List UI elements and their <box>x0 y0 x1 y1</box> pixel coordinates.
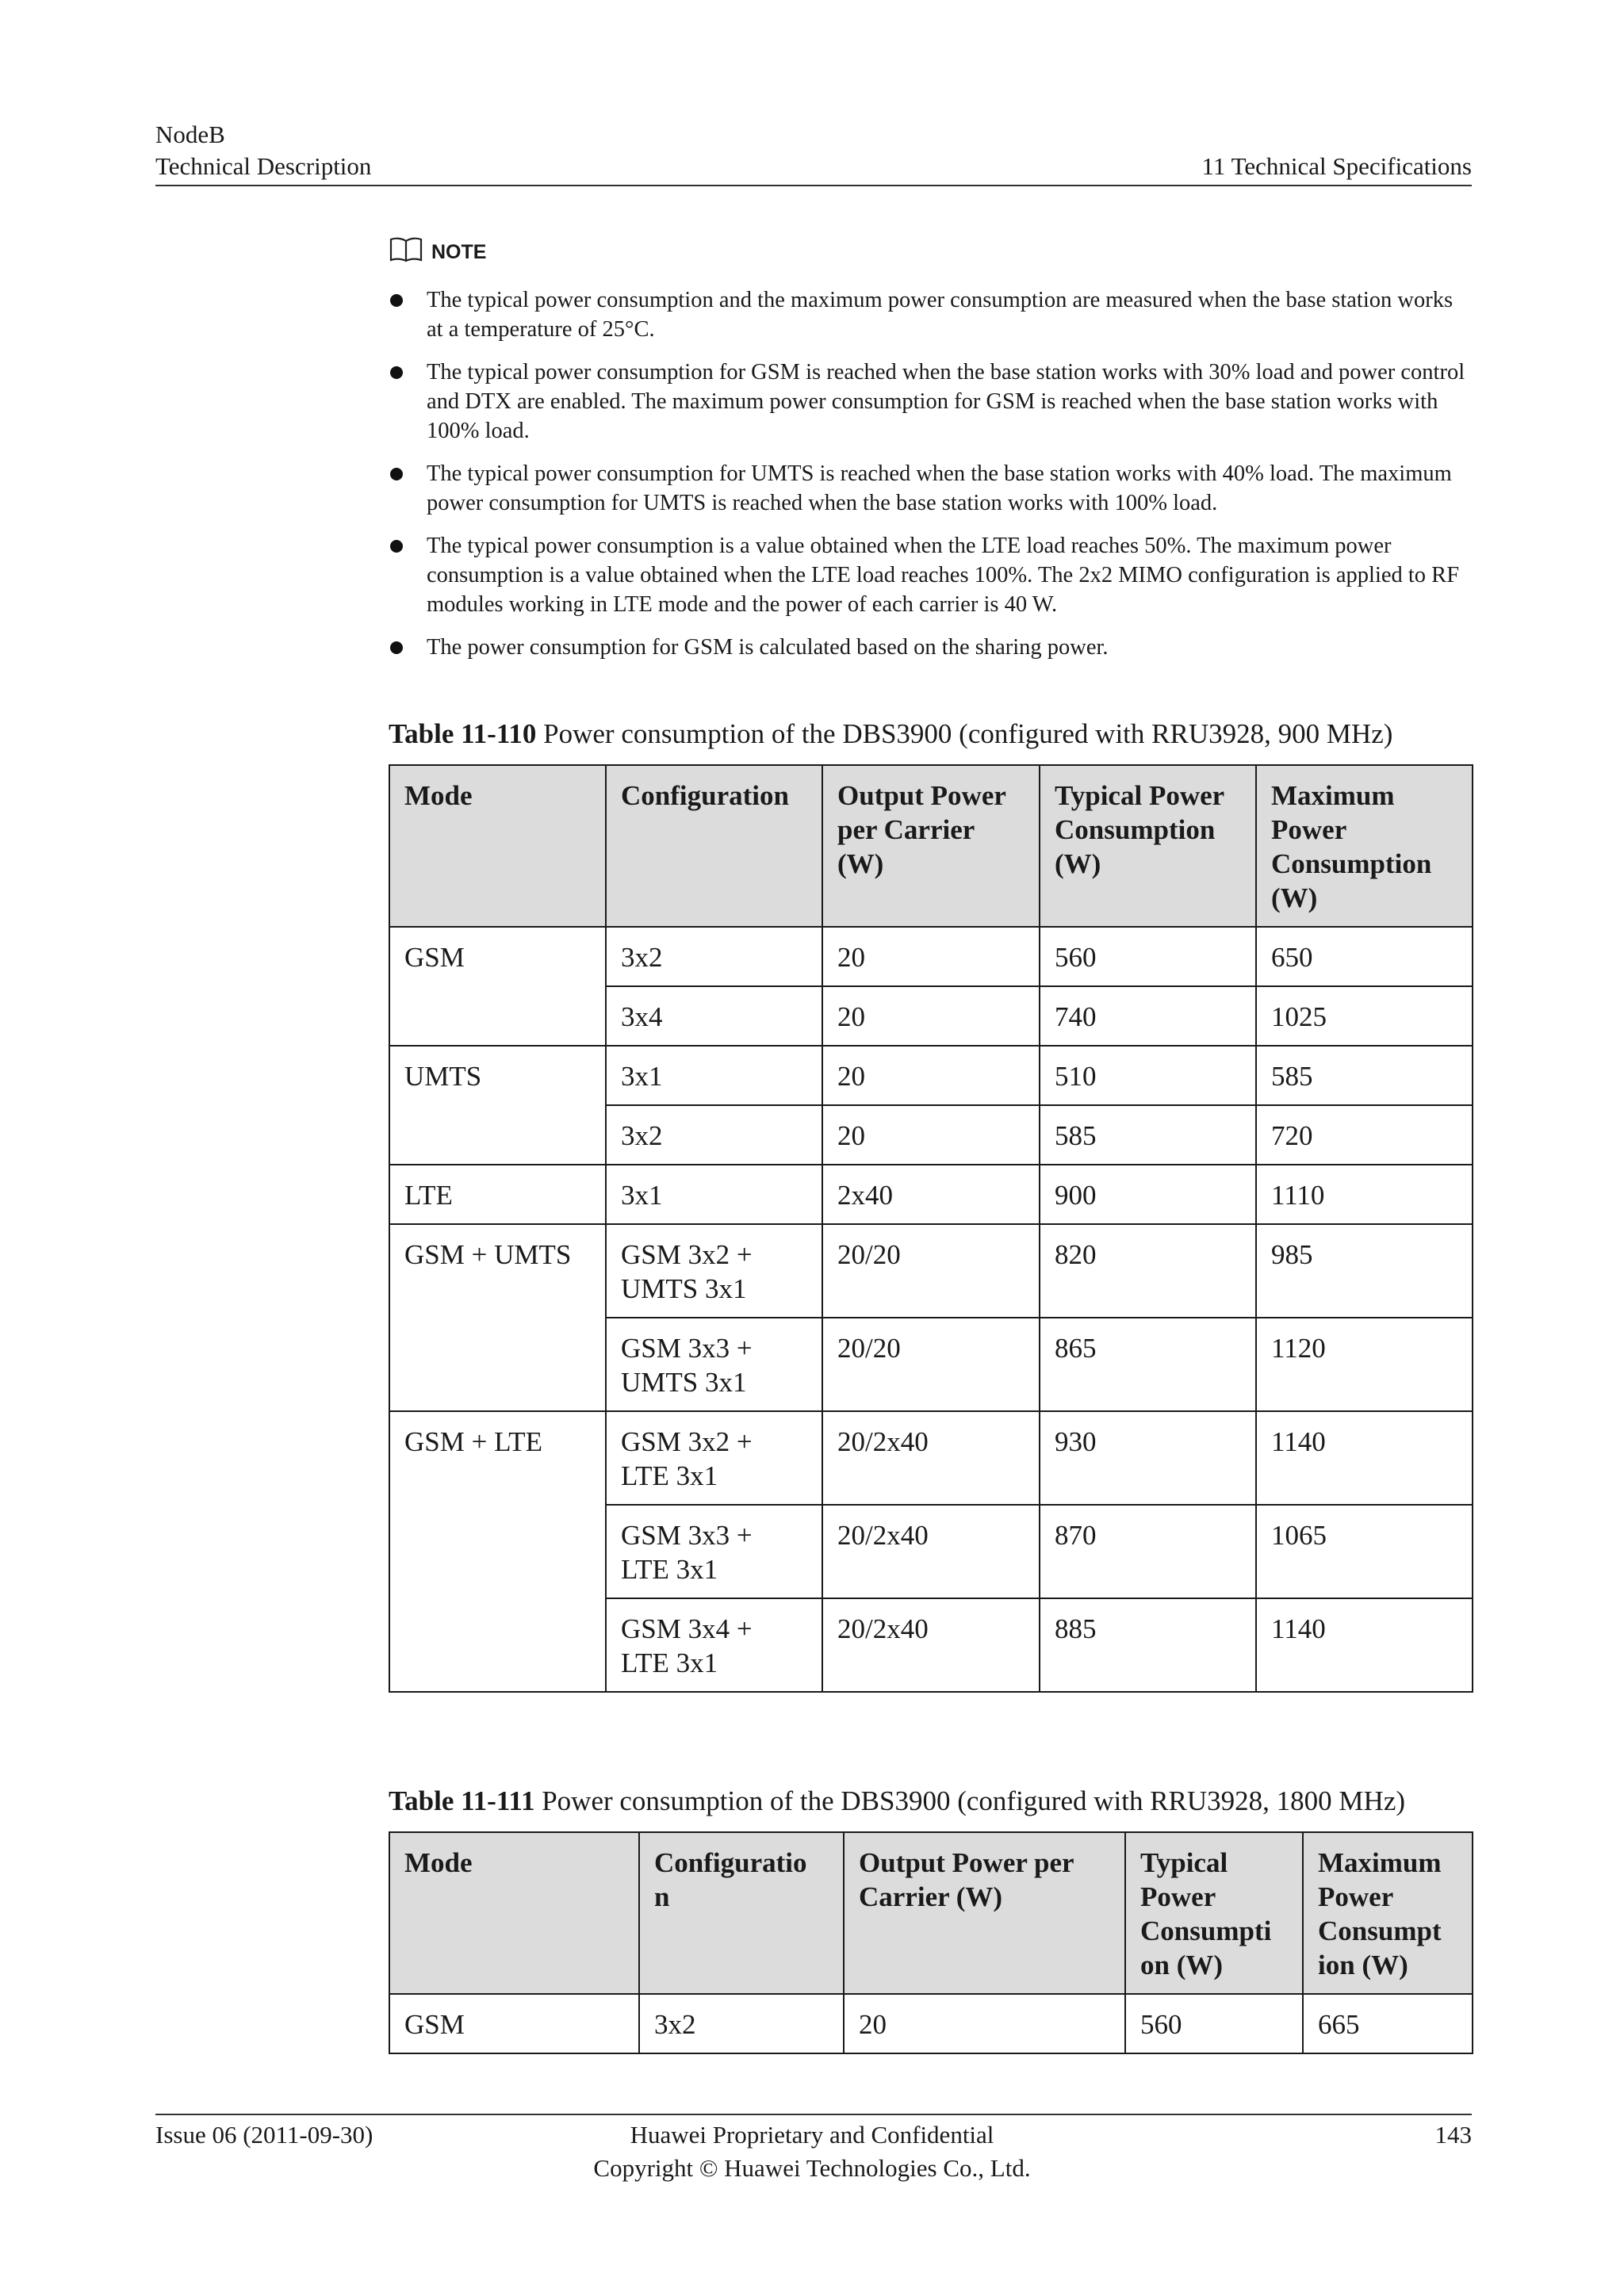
cell-config: GSM 3x3 + UMTS 3x1 <box>606 1318 822 1411</box>
cell-output: 20/2x40 <box>822 1505 1040 1598</box>
table-row <box>389 1165 1473 1224</box>
header-chapter: 11 Technical Specifications <box>1201 152 1472 180</box>
col-header-typical-power: Typical Power Consumption (W) <box>1040 765 1256 927</box>
table-row <box>389 1411 1473 1505</box>
col-header-typical-power: Typical Power Consumpti on (W) <box>1125 1832 1303 1994</box>
footer-copyright: Copyright © Huawei Technologies Co., Ltd. <box>593 2154 1031 2182</box>
footer-issue: Issue 06 (2011-09-30) <box>155 2121 373 2149</box>
table1-title: Power consumption of the DBS3900 (configured with RRU3928, 900 MHz) <box>543 718 1393 749</box>
note-item-text: The power consumption for GSM is calculated based on the sharing power. <box>427 635 1109 660</box>
cell-typical: 865 <box>1040 1318 1256 1411</box>
cell-max: 1140 <box>1256 1411 1473 1505</box>
bullet-icon <box>390 468 403 480</box>
cell-typical: 930 <box>1040 1411 1256 1505</box>
bullet-icon <box>390 540 403 553</box>
page-header <box>155 119 1472 182</box>
col-header-output-power: Output Power per Carrier (W) <box>822 765 1040 927</box>
note-item <box>389 633 1472 662</box>
cell-max: 720 <box>1256 1105 1473 1165</box>
cell-mode: GSM + UMTS <box>389 1224 606 1411</box>
cell-typical: 885 <box>1040 1598 1256 1692</box>
footer-proprietary: Huawei Proprietary and Confidential <box>630 2121 994 2149</box>
cell-config: GSM 3x2 + UMTS 3x1 <box>606 1224 822 1318</box>
col-header-mode: Mode <box>389 1832 639 1994</box>
note-item-text: The typical power consumption is a value obtained when the LTE load reaches 50%. The maximum power consumption is a value obtained when the LTE load reaches 100%. The 2x2 MIMO configuration is applied to RF modules working in LTE mode and the power of each carrier is 40 W. <box>427 534 1460 617</box>
cell-config: GSM 3x2 + LTE 3x1 <box>606 1411 822 1505</box>
cell-output: 20 <box>822 986 1040 1046</box>
cell-max: 1065 <box>1256 1505 1473 1598</box>
cell-mode: LTE <box>389 1165 606 1224</box>
cell-output: 20/20 <box>822 1318 1040 1411</box>
cell-typical: 870 <box>1040 1505 1256 1598</box>
cell-typical: 510 <box>1040 1046 1256 1105</box>
col-header-max-power: Maximum Power Consumption (W) <box>1256 765 1473 927</box>
cell-mode: GSM <box>389 927 606 1046</box>
table1-caption <box>389 718 1392 750</box>
cell-output: 20/20 <box>822 1224 1040 1318</box>
footer-page-number: 143 <box>1434 2121 1472 2149</box>
cell-typical: 900 <box>1040 1165 1256 1224</box>
cell-config: GSM 3x3 + LTE 3x1 <box>606 1505 822 1598</box>
cell-mode: GSM + LTE <box>389 1411 606 1692</box>
cell-max: 650 <box>1256 927 1473 986</box>
cell-max: 1120 <box>1256 1318 1473 1411</box>
table2-caption <box>389 1785 1405 1817</box>
header-product: NodeB <box>155 121 225 148</box>
bullet-icon <box>390 366 403 379</box>
cell-max: 585 <box>1256 1046 1473 1105</box>
col-header-configuration: Configuration <box>606 765 822 927</box>
cell-output: 2x40 <box>822 1165 1040 1224</box>
cell-config: 3x2 <box>606 1105 822 1165</box>
col-header-mode: Mode <box>389 765 606 927</box>
table-header-row <box>389 765 1473 927</box>
table2-title: Power consumption of the DBS3900 (configured with RRU3928, 1800 MHz) <box>542 1785 1406 1816</box>
col-header-max-power: Maximum Power Consumpt ion (W) <box>1303 1832 1473 1994</box>
cell-config: 3x2 <box>639 1994 844 2053</box>
table2-label: Table 11-111 <box>389 1785 535 1816</box>
cell-output: 20/2x40 <box>822 1411 1040 1505</box>
cell-max: 1110 <box>1256 1165 1473 1224</box>
cell-typical: 820 <box>1040 1224 1256 1318</box>
col-header-output-power: Output Power per Carrier (W) <box>844 1832 1125 1994</box>
cell-mode: UMTS <box>389 1046 606 1165</box>
cell-output: 20 <box>822 1046 1040 1105</box>
note-item <box>389 531 1472 619</box>
note-heading <box>389 236 486 269</box>
table-row <box>389 1046 1473 1105</box>
cell-max: 665 <box>1303 1994 1473 2053</box>
table1-label: Table 11-110 <box>389 718 537 749</box>
note-item-text: The typical power consumption and the maximum power consumption are measured when the base station works at a temperature of 25°C. <box>427 288 1454 342</box>
cell-config: 3x4 <box>606 986 822 1046</box>
note-label: NOTE <box>431 241 487 263</box>
header-doc-title: Technical Description <box>155 152 372 180</box>
bullet-icon <box>390 641 403 654</box>
footer-divider <box>155 2114 1472 2115</box>
bullet-icon <box>390 294 403 307</box>
table2 <box>389 1831 1473 2054</box>
cell-typical: 560 <box>1125 1994 1303 2053</box>
footer-center <box>0 2118 1624 2185</box>
cell-max: 1140 <box>1256 1598 1473 1692</box>
header-divider <box>155 185 1472 186</box>
table-header-row <box>389 1832 1473 1994</box>
cell-config: GSM 3x4 + LTE 3x1 <box>606 1598 822 1692</box>
cell-output: 20 <box>822 927 1040 986</box>
cell-config: 3x1 <box>606 1165 822 1224</box>
cell-max: 1025 <box>1256 986 1473 1046</box>
col-header-configuration: Configuratio n <box>639 1832 844 1994</box>
note-item <box>389 459 1472 518</box>
note-list <box>389 285 1472 675</box>
table1 <box>389 764 1473 1693</box>
note-item-text: The typical power consumption for UMTS is reached when the base station works with 40% load. The maximum power consumption for UMTS is reached when the base station works with 100% load. <box>427 461 1452 515</box>
table-row <box>389 1994 1473 2053</box>
note-item <box>389 358 1472 446</box>
cell-config: 3x2 <box>606 927 822 986</box>
cell-config: 3x1 <box>606 1046 822 1105</box>
cell-typical: 585 <box>1040 1105 1256 1165</box>
note-item-text: The typical power consumption for GSM is reached when the base station works with 30% load and power control and DTX are enabled. The maximum power consumption for GSM is reached when the base station works with 100% load. <box>427 360 1465 443</box>
cell-typical: 560 <box>1040 927 1256 986</box>
book-icon <box>389 236 423 269</box>
cell-output: 20/2x40 <box>822 1598 1040 1692</box>
note-item <box>389 285 1472 344</box>
table-row <box>389 1224 1473 1318</box>
cell-typical: 740 <box>1040 986 1256 1046</box>
cell-mode: GSM <box>389 1994 639 2053</box>
table-row <box>389 927 1473 986</box>
cell-output: 20 <box>844 1994 1125 2053</box>
cell-max: 985 <box>1256 1224 1473 1318</box>
cell-output: 20 <box>822 1105 1040 1165</box>
